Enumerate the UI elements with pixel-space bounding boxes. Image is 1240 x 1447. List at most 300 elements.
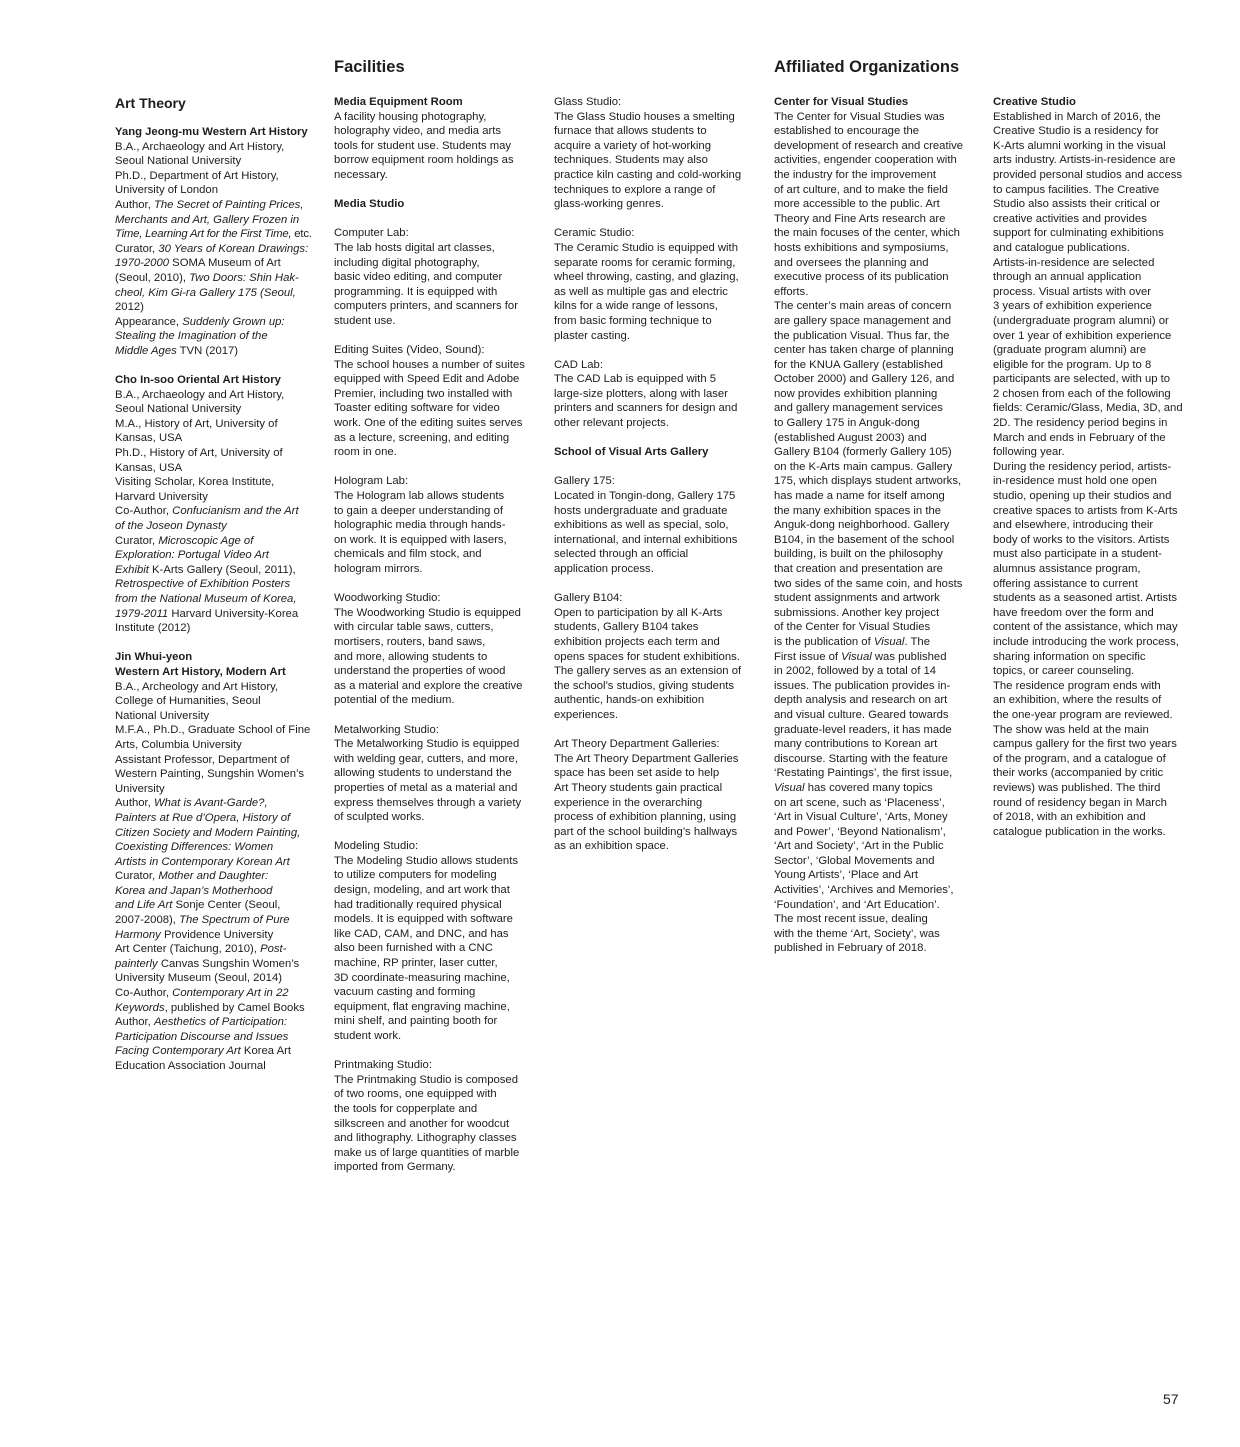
faculty-name: Cho In-soo Oriental Art History — [115, 374, 281, 387]
text-line: Hologram Lab: — [334, 475, 409, 488]
text-line: hosts undergraduate and graduate — [554, 504, 728, 517]
text-line: The Printmaking Studio is composed — [334, 1073, 518, 1086]
text-line: building, is built on the philosophy — [774, 548, 943, 561]
text-line: and lithography. Lithography classes — [334, 1132, 517, 1145]
woodworking-studio — [334, 591, 541, 708]
text-line: Exploration: Portugal Video Art — [115, 549, 269, 562]
text-line: graduate-level readers, it has made — [774, 723, 952, 736]
text-line: (Seoul, 2010), Two Doors: Shin Hak- — [115, 271, 299, 284]
text-line: body of works to the visitors. Artists — [993, 533, 1170, 546]
text-line: 3 years of exhibition experience — [993, 300, 1152, 313]
text-line: arts industry. Artists-in-residence are — [993, 154, 1176, 167]
text-line: on the K-Arts main campus. Gallery — [774, 460, 953, 473]
text-line: (graduate program alumni) are — [993, 344, 1147, 357]
text-line: Seoul National University — [115, 155, 242, 168]
text-line: borrow equipment room holdings as — [334, 154, 514, 167]
text-line: now provides exhibition planning — [774, 387, 938, 400]
text-line: During the residency period, artists- — [993, 460, 1172, 473]
text-line: Art Theory Department Galleries: — [554, 738, 720, 751]
text-line: holography video, and media arts — [334, 125, 502, 138]
text-line: Theory and Fine Arts research are — [774, 212, 946, 225]
creative-studio-text — [993, 110, 1200, 840]
text-line: 175, which displays student artworks, — [774, 475, 962, 488]
text-line: experience in the overarching — [554, 796, 703, 809]
text-line: Gallery B104 (formerly Gallery 105) — [774, 446, 952, 459]
faculty-jin — [115, 650, 322, 1073]
text-line: and visual culture. Geared towards — [774, 708, 949, 721]
text-line: part of the school building’s hallways — [554, 825, 738, 838]
text-line: Visual has covered many topics — [774, 781, 933, 794]
text-line: plaster casting. — [554, 329, 630, 342]
text-line: models. It is equipped with software — [334, 913, 513, 926]
text-line: that creation and presentation are — [774, 563, 943, 575]
text-line: also been furnished with a CNC — [334, 942, 493, 955]
text-line: with the theme ‘Art, Society’, was — [774, 927, 940, 940]
text-line: (established August 2003) and — [774, 431, 927, 444]
text-line: activities, engender cooperation with — [774, 154, 957, 167]
text-line: process. Visual artists with over — [993, 285, 1152, 298]
text-line: for the KNUA Gallery (established — [774, 358, 943, 371]
text-line: make us of large quantities of marble — [334, 1146, 520, 1159]
text-line: the one-year program are reviewed. — [993, 708, 1173, 721]
text-line: 3D coordinate-measuring machine, — [334, 971, 510, 984]
text-line: Co-Author, Confucianism and the Art — [115, 505, 299, 518]
media-equipment-room-title: Media Equipment Room — [334, 96, 463, 108]
text-line: must also participate in a student- — [993, 548, 1162, 561]
text-line: Gallery 175: — [554, 475, 615, 488]
text-line: provided personal studios and access — [993, 168, 1183, 181]
text-line: understand the properties of wood — [334, 665, 506, 678]
text-line: Western Painting, Sungshin Women’s — [115, 768, 305, 781]
faculty-cho — [115, 373, 322, 636]
text-line: acquire a variety of hot-working — [554, 139, 711, 152]
text-line: catalogue publication in the works. — [993, 825, 1166, 838]
faculty-name: Yang Jeong-mu Western Art History — [115, 126, 308, 138]
text-line: Citizen Society and Modern Painting, — [115, 826, 301, 839]
text-line: machine, RP printer, laser cutter, — [334, 957, 498, 970]
text-line: B104, in the basement of the school — [774, 533, 955, 546]
art-theory-column — [115, 95, 322, 1074]
text-line: room in one. — [334, 446, 397, 459]
text-line: and gallery management services — [774, 402, 943, 415]
text-line: 2D. The residency period begins in — [993, 417, 1168, 430]
gallery-section-title: School of Visual Arts Gallery — [554, 446, 709, 459]
text-line: Harvard University — [115, 490, 208, 503]
text-line: computers printers, and scanners for — [334, 300, 518, 313]
media-equipment-room-text — [334, 110, 541, 183]
text-line: of the Joseon Dynasty — [115, 520, 227, 533]
creative-studio-title: Creative Studio — [993, 96, 1076, 108]
text-line: international, and internal exhibitions — [554, 533, 738, 546]
text-line: Sector’, ‘Global Movements and — [774, 854, 935, 867]
text-line: ‘Art in Visual Culture’, ‘Arts, Money — [774, 811, 948, 824]
text-line: campus gallery for the first two years — [993, 738, 1177, 751]
faculty-yang — [115, 125, 322, 359]
text-line: with welding gear, cutters, and more, — [334, 752, 518, 765]
text-line: Participation Discourse and Issues — [115, 1030, 289, 1043]
text-line: Kansas, USA — [115, 461, 183, 474]
text-line: Located in Tongin-dong, Gallery 175 — [554, 490, 736, 503]
text-line: published in February of 2018. — [774, 942, 927, 955]
text-line: Author, What is Avant-Garde?, — [115, 797, 268, 810]
text-line: Assistant Professor, Department of — [115, 753, 290, 766]
text-line: topics, or career counseling. — [993, 665, 1135, 678]
faculty-field: Western Art History, Modern Art — [115, 665, 286, 678]
modeling-studio — [334, 839, 541, 1043]
text-line: student work. — [334, 1030, 402, 1042]
text-line: Merchants and Art, Gallery Frozen in — [115, 213, 300, 226]
text-line: equipped with Speed Edit and Adobe — [334, 373, 520, 386]
text-line: like CAD, CAM, and DNC, and has — [334, 927, 509, 940]
text-line: and catalogue publications. — [993, 241, 1130, 254]
text-line: March and ends in February of the — [993, 431, 1166, 444]
text-line: Printmaking Studio: — [334, 1059, 432, 1072]
text-line: discourse. Starting with the feature — [774, 752, 948, 765]
text-line: Young Artists’, ‘Place and Art — [774, 869, 919, 882]
ceramic-studio — [554, 226, 761, 343]
text-line: in-residence must hold one open — [993, 475, 1157, 488]
text-line: Art Center (Taichung, 2010), Post- — [115, 943, 287, 956]
text-line: participants are selected, with up to — [993, 373, 1171, 386]
text-line: Harmony Providence University — [115, 928, 274, 941]
text-line: with circular table saws, cutters, — [334, 621, 494, 634]
text-line: cheol, Kim Gi-ra Gallery 175 (Seoul, — [115, 286, 296, 299]
text-line: express themselves through a variety — [334, 796, 522, 809]
text-line: Artists-in-residence are selected — [993, 256, 1155, 269]
text-line: Open to participation by all K-Arts — [554, 606, 723, 619]
facilities-column-2 — [554, 95, 761, 854]
text-line: of two rooms, one equipped with — [334, 1088, 497, 1101]
text-line: University of London — [115, 184, 218, 197]
text-line: Education Association Journal — [115, 1060, 266, 1072]
text-line: techniques. Students may also — [554, 154, 708, 167]
text-line: printers and scanners for design and — [554, 402, 738, 415]
text-line: offering assistance to current — [993, 577, 1138, 590]
affiliated-organizations-heading: Affiliated Organizations — [774, 58, 960, 76]
text-line: mini shelf, and painting booth for — [334, 1015, 498, 1028]
text-line: and Life Art Sonje Center (Seoul, — [115, 899, 281, 912]
text-line: of the Center for Visual Studies — [774, 621, 931, 634]
text-line: and more, allowing students to — [334, 650, 488, 663]
center-title: Center for Visual Studies — [774, 96, 909, 108]
printmaking-studio — [334, 1058, 541, 1175]
text-line: Ph.D., Department of Art History, — [115, 169, 279, 182]
center-text-3 — [774, 796, 981, 957]
text-line: over 1 year of exhibition experience — [993, 329, 1172, 342]
text-line: 2007-2008), The Spectrum of Pure — [115, 914, 290, 927]
text-line: the main focuses of the center, which — [774, 227, 960, 240]
text-line: issues. The publication provides in- — [774, 679, 951, 692]
text-line: Toaster editing software for video — [334, 402, 500, 415]
text-line: executive process of its publication — [774, 271, 949, 284]
text-line: efforts. — [774, 285, 809, 298]
text-line: imported from Germany. — [334, 1161, 456, 1174]
text-line: students as a seasoned artist. Artists — [993, 592, 1177, 605]
text-line: the tools for copperplate and — [334, 1102, 478, 1115]
text-line: Korea and Japan’s Motherhood — [115, 884, 273, 897]
text-line: on work. It is equipped with lasers, — [334, 533, 507, 546]
text-line: fields: Ceramic/Glass, Media, 3D, and — [993, 402, 1183, 415]
text-line: the many exhibition spaces in the — [774, 504, 942, 517]
editing-suites — [334, 343, 541, 460]
text-line: Creative Studio is a residency for — [993, 125, 1159, 138]
text-line: Woodworking Studio: — [334, 592, 441, 605]
text-line: University — [115, 782, 165, 795]
text-line: Computer Lab: — [334, 227, 409, 240]
text-line: through an annual application — [993, 271, 1142, 284]
text-line: Studio also assists their critical or — [993, 198, 1161, 211]
text-line: The Woodworking Studio is equipped — [334, 606, 521, 619]
text-line: holographic media through hands- — [334, 519, 506, 532]
text-line: The most recent issue, dealing — [774, 913, 928, 926]
text-line: The Metalworking Studio is equipped — [334, 738, 520, 751]
text-line: Painters at Rue d’Opera, History of — [115, 811, 291, 824]
text-line: from basic forming technique to — [554, 314, 712, 327]
hologram-lab — [334, 474, 541, 576]
text-line: selected through an official — [554, 548, 689, 561]
text-line: Exhibit K-Arts Gallery (Seoul, 2011), — [115, 563, 296, 576]
text-line: 1970-2000 SOMA Museum of Art — [115, 257, 281, 270]
gallery-b104 — [554, 591, 761, 722]
text-line: painterly Canvas Sungshin Women’s — [115, 957, 300, 970]
text-line: reviews) was published. The third — [993, 781, 1161, 794]
text-line: University Museum (Seoul, 2014) — [115, 972, 283, 985]
center-text-1 — [774, 110, 981, 635]
text-line: process of exhibition planning, using — [554, 811, 737, 824]
text-line: of sculpted works. — [334, 811, 425, 824]
text-line: following year. — [993, 446, 1065, 459]
text-line: hosts exhibitions and symposiums, — [774, 241, 949, 254]
text-line: Glass Studio: — [554, 96, 622, 108]
text-line: depth analysis and research on art — [774, 694, 948, 707]
text-line: Premier, including two installed with — [334, 387, 513, 400]
text-line: Time, Learning Art for the First Time, etc. — [115, 228, 312, 241]
text-line: Ceramic Studio: — [554, 227, 635, 240]
text-line: College of Humanities, Seoul — [115, 695, 261, 708]
text-line: Art Theory students gain practical — [554, 781, 723, 794]
text-line: Author, The Secret of Painting Prices, — [115, 198, 304, 211]
text-line: The center’s main areas of concern — [774, 300, 952, 313]
text-line: The gallery serves as an extension of — [554, 665, 742, 678]
text-line: The Ceramic Studio is equipped with — [554, 241, 738, 254]
text-line: design, modeling, and art work that — [334, 884, 510, 897]
text-line: are gallery space management and — [774, 314, 952, 327]
text-line: Arts, Columbia University — [115, 738, 242, 751]
text-line: A facility housing photography, — [334, 110, 487, 123]
text-line: programming. It is equipped with — [334, 285, 498, 298]
gallery-175 — [554, 474, 761, 576]
text-line: work. One of the editing suites serves — [334, 417, 523, 430]
computer-lab — [334, 226, 541, 328]
text-line: creative activities and provides — [993, 212, 1147, 225]
text-line: Visiting Scholar, Korea Institute, — [115, 476, 275, 489]
glass-studio — [554, 95, 761, 212]
text-line: to utilize computers for modeling — [334, 869, 497, 882]
text-line: the school’s studios, giving students — [554, 679, 735, 692]
text-line: allowing students to understand the — [334, 767, 512, 780]
text-line: Gallery B104: — [554, 592, 623, 605]
page-number: 57 — [1163, 1391, 1179, 1407]
center-text-2 — [774, 664, 981, 781]
text-line: to Gallery 175 in Anguk-dong — [774, 417, 920, 430]
text-line: The Center for Visual Studies was — [774, 110, 945, 123]
text-line: many contributions to Korean art — [774, 738, 938, 751]
text-line: B.A., Archeology and Art History, — [115, 680, 279, 693]
text-line: experiences. — [554, 708, 619, 721]
text-line: Curator, Microscopic Age of — [115, 534, 254, 547]
center-for-visual-studies — [774, 95, 981, 956]
text-line: of the program, and a catalogue of — [993, 752, 1166, 765]
text-line: M.A., History of Art, University of — [115, 417, 278, 430]
text-line: development of research and creative — [774, 139, 964, 152]
text-line: content of the assistance, which may — [993, 621, 1178, 634]
text-line: wheel throwing, casting, and glazing, — [554, 271, 739, 284]
text-line: established to encourage the — [774, 125, 920, 138]
text-line: The Art Theory Department Galleries — [554, 752, 739, 765]
text-line: First issue of Visual was published — [774, 650, 947, 663]
text-line: CAD Lab: — [554, 358, 603, 371]
text-line: and Power’, ‘Beyond Nationalism’, — [774, 825, 946, 838]
text-line: sharing information on specific — [993, 650, 1146, 663]
text-line: separate rooms for ceramic forming, — [554, 256, 736, 269]
text-line: B.A., Archaeology and Art History, — [115, 388, 285, 401]
text-line: Established in March of 2016, the — [993, 110, 1161, 123]
text-line: in 2002, followed by a total of 14 — [774, 665, 937, 678]
text-line: Kansas, USA — [115, 432, 183, 445]
text-line: chemicals and film stock, and — [334, 548, 482, 561]
text-line: Ph.D., History of Art, University of — [115, 447, 283, 460]
text-line: as a material and explore the creative — [334, 679, 523, 692]
text-line: opens spaces for student exhibitions. — [554, 650, 740, 663]
text-line: Anguk-dong neighborhood. Gallery — [774, 519, 950, 532]
text-line: practice kiln casting and cold-working — [554, 168, 742, 181]
cad-lab — [554, 358, 761, 431]
text-line: the industry for the improvement — [774, 168, 936, 181]
text-line: National University — [115, 709, 210, 722]
text-line: application process. — [554, 563, 654, 575]
text-line: from the National Museum of Korea, — [115, 593, 297, 605]
text-line: submissions. Another key project — [774, 606, 940, 619]
text-line: including digital photography, — [334, 256, 480, 269]
text-line: kilns for a wide range of lessons, — [554, 300, 718, 313]
text-line: furnace that allows students to — [554, 125, 707, 138]
text-line: properties of metal as a material and — [334, 781, 518, 794]
metalworking-studio — [334, 723, 541, 825]
text-line: student use. — [334, 314, 396, 327]
faculty-name: Jin Whui-yeon — [115, 651, 193, 664]
text-line: as a lecture, screening, and editing — [334, 431, 510, 444]
text-line: Appearance, Suddenly Grown up: — [115, 315, 285, 328]
text-line: Author, Aesthetics of Participation: — [115, 1016, 288, 1029]
text-line: vacuum casting and forming — [334, 986, 476, 999]
text-line: Curator, Mother and Daughter: — [115, 870, 269, 883]
text-line: and oversees the planning and — [774, 256, 929, 269]
text-line: Stealing the Imagination of the — [115, 330, 268, 343]
text-line: The show was held at the main — [993, 723, 1149, 736]
text-line: ‘Restating Paintings’, the first issue, — [774, 767, 953, 780]
text-line: on art scene, such as ‘Placeness’, — [774, 796, 945, 809]
text-line: is the publication of Visual. The — [774, 635, 930, 648]
text-line: students, Gallery B104 takes — [554, 621, 699, 634]
text-line: round of residency began in March — [993, 796, 1167, 809]
text-line: had traditionally required physical — [334, 898, 502, 911]
text-line: mortisers, routers, band saws, — [334, 635, 486, 648]
text-line: Metalworking Studio: — [334, 723, 439, 736]
text-line: Institute (2012) — [115, 622, 191, 635]
text-line: The Glass Studio houses a smelting — [554, 110, 735, 123]
text-line: October 2000) and Gallery 126, and — [774, 373, 955, 386]
text-line: has made a name for itself among — [774, 490, 945, 503]
text-line: studio, opening up their studios and — [993, 490, 1172, 503]
text-line: hologram mirrors. — [334, 563, 423, 575]
text-line: necessary. — [334, 168, 388, 181]
text-line: techniques to explore a range of — [554, 183, 716, 196]
text-line: as well as multiple gas and electric — [554, 285, 728, 298]
text-line: Coexisting Differences: Women — [115, 841, 274, 854]
creative-studio — [993, 95, 1200, 839]
text-line: Modeling Studio: — [334, 840, 419, 853]
text-line: eligible for the program. Up to 8 — [993, 358, 1152, 371]
text-line: of 2018, with an exhibition and — [993, 811, 1146, 824]
text-line: ‘Art and Society’, ‘Art in the Public — [774, 840, 944, 853]
text-line: Seoul National University — [115, 403, 242, 416]
art-theory-title: Art Theory — [115, 95, 186, 111]
text-line: Keywords, published by Camel Books — [115, 1001, 305, 1014]
text-line: and elsewhere, introducing their — [993, 519, 1154, 532]
text-line: The Hologram lab allows students — [334, 490, 505, 503]
text-line: Artists in Contemporary Korean Art — [115, 855, 290, 868]
text-line: to gain a deeper understanding of — [334, 504, 503, 517]
text-line: ‘Foundation’, and ‘Art Education’. — [774, 898, 940, 911]
text-line: other relevant projects. — [554, 417, 669, 430]
facilities-column-1 — [334, 95, 541, 1175]
text-line: potential of the medium. — [334, 694, 455, 707]
text-line: Retrospective of Exhibition Posters — [115, 578, 291, 591]
text-line: Co-Author, Contemporary Art in 22 — [115, 987, 289, 1000]
text-line: The school houses a number of suites — [334, 358, 525, 371]
text-line: glass-working genres. — [554, 198, 664, 211]
text-line: 1979-2011 Harvard University-Korea — [115, 607, 299, 620]
text-line: their works (accompanied by critic — [993, 767, 1164, 780]
text-line: Curator, 30 Years of Korean Drawings: — [115, 242, 309, 255]
text-line: The CAD Lab is equipped with 5 — [554, 373, 717, 386]
text-line: Middle Ages TVN (2017) — [115, 344, 239, 357]
text-line: as an exhibition space. — [554, 840, 669, 853]
text-line: of art culture, and to make the field — [774, 183, 948, 196]
text-line: Editing Suites (Video, Sound): — [334, 344, 485, 357]
text-line: B.A., Archaeology and Art History, — [115, 140, 285, 153]
text-line: to campus facilities. The Creative — [993, 183, 1160, 196]
text-line: center has taken charge of planning — [774, 344, 954, 357]
text-line: The residence program ends with — [993, 679, 1161, 692]
text-line: M.F.A., Ph.D., Graduate School of Fine — [115, 724, 311, 737]
text-line: an exhibition, where the results of — [993, 694, 1162, 707]
text-line: more accessible to the public. Art — [774, 198, 940, 211]
text-line: exhibitions as well as special, solo, — [554, 519, 729, 532]
text-line: 2012) — [115, 301, 144, 314]
text-line: alumnus assistance program, — [993, 563, 1141, 575]
art-theory-galleries — [554, 737, 761, 854]
text-line: creative spaces to artists from K-Arts — [993, 504, 1178, 517]
text-line: student assignments and artwork — [774, 592, 940, 605]
text-line: Activities’, ‘Archives and Memories’, — [774, 884, 954, 897]
text-line: two sides of the same coin, and hosts — [774, 577, 963, 590]
text-line: Facing Contemporary Art Korea Art — [115, 1045, 292, 1058]
text-line: large-size plotters, along with laser — [554, 387, 728, 400]
text-line: equipment, flat engraving machine, — [334, 1000, 510, 1013]
text-line: (undergraduate program alumni) or — [993, 314, 1169, 327]
text-line: basic video editing, and computer — [334, 271, 503, 284]
